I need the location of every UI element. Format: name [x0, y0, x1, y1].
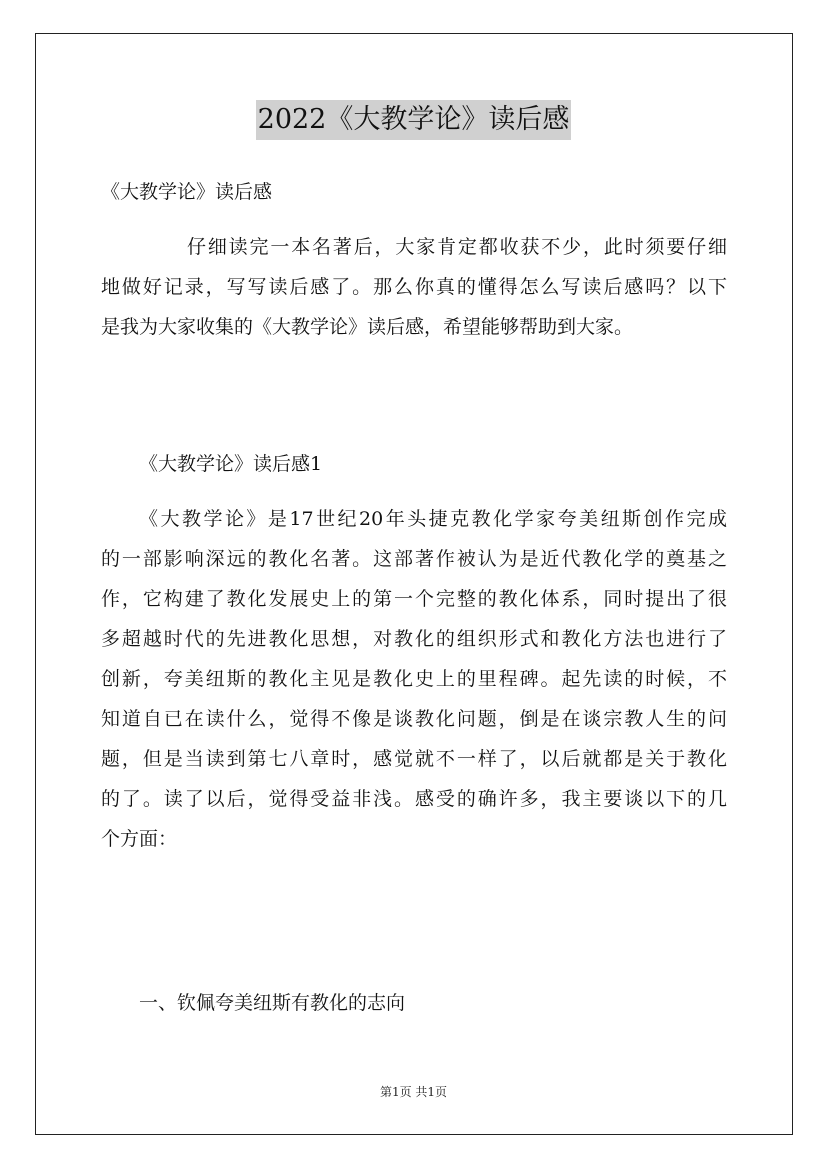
- body-line: 《大教学论》是17世纪20年头捷克教化学家夸美纽斯创作完成: [139, 508, 727, 530]
- body-line: 知道自已在读什么，觉得不像是谈教化问题，倒是在谈宗教人生的问: [101, 708, 727, 730]
- body-line: 多超越时代的先进教化思想，对教化的组织形式和教化方法也进行了: [101, 628, 727, 650]
- body-line: 的了。读了以后，觉得受益非浅。感受的确许多，我主要谈以下的几: [101, 788, 727, 810]
- section-heading-block: [101, 444, 727, 484]
- intro-line: 仔细读完一本名著后，大家肯定都收获不少，此时须要仔细: [187, 236, 727, 258]
- section-heading: 《大教学论》读后感1: [139, 453, 323, 475]
- intro-line: 是我为大家收集的《大教学论》读后感，希望能够帮助到大家。: [101, 316, 634, 338]
- intro-paragraph: [101, 227, 727, 347]
- body-line: 个方面：: [101, 828, 178, 850]
- document-title-wrap: [0, 100, 827, 140]
- point-heading: 一、钦佩夸美纽斯有教化的志向: [139, 992, 406, 1014]
- body-line: 作，它构建了教化发展史上的第一个完整的教化体系，同时提出了很: [101, 588, 727, 610]
- subtitle-block: [101, 172, 727, 212]
- page-footer: 第1页 共1页: [379, 1085, 448, 1099]
- body-paragraph: [101, 499, 727, 859]
- subtitle: 《大教学论》读后感: [101, 181, 273, 203]
- body-line: 题，但是当读到第七八章时，感觉就不一样了，以后就都是关于教化: [101, 748, 727, 770]
- body-line: 创新，夸美纽斯的教化主见是教化史上的里程碑。起先读的时候，不: [101, 668, 727, 690]
- body-line: 的一部影响深远的教化名著。这部著作被认为是近代教化学的奠基之: [101, 548, 727, 570]
- intro-line: 地做好记录，写写读后感了。那么你真的懂得怎么写读后感吗？以下: [101, 276, 727, 298]
- point-heading-block: [101, 983, 727, 1023]
- document-title: 2022《大教学论》读后感: [256, 100, 572, 140]
